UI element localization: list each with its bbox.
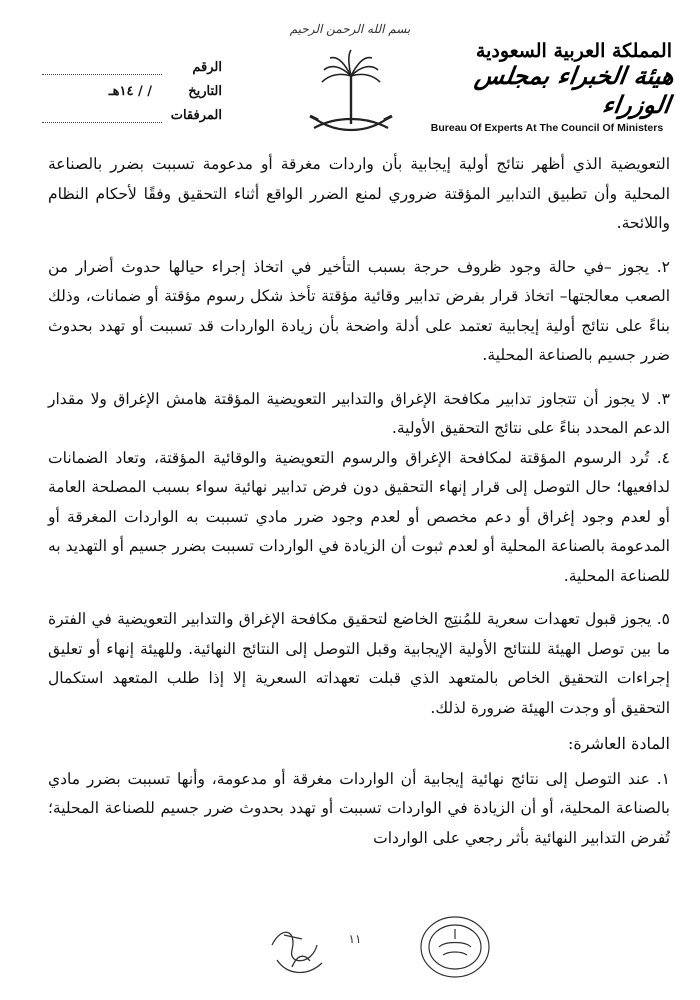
bureau-name-arabic: هيئة الخبراء بمجلس الوزراء [472,61,677,119]
attachments-label: المرفقات [170,108,222,123]
attachments-row [22,108,222,132]
signature-stamp-icon [262,905,332,985]
document-body [48,150,670,853]
item-number: ٤. [656,448,670,467]
reference-block [22,60,222,132]
item-text: تُرد الرسوم المؤقتة لمكافحة الإغراق والرسوم التعويضية والوقائية المؤقتة، وتعاد الضمانات لدافعيها؛ حال التوصل إلى قرار إنهاء التحقيق دون فرض تدابير نهائية سواء بسبب المصلحة العامة أو لعدم وجود إغراق أو دعم مخصص أو لعدم وجود ضرر مادي تسببت به الواردات المغرقة أو المدعومة بالصناعة المحلية أو لعدم ثبوت أن الزيادة في الواردات تسببت بضرر جسيم أو التهديد به للصناعة المحلية. [48,448,670,585]
item-text: لا يجوز أن تتجاوز تدابير مكافحة الإغراق والتدابير التعويضية المؤقتة هامش الإغراق ولا مقدار الدعم المحدد بناءً على نتائج التحقيق الأولية. [48,389,670,437]
intro-paragraph: التعويضية الذي أظهر نتائج أولية إيجابية بأن واردات مغرقة أو مدعومة تسببت بضرر بالصناعة المحلية وأن تطبيق التدابير المؤقتة ضروري لمنع الضرر الواقع أثناء التحقيق وفقًا لأحكام النظام واللائحة. [48,155,670,232]
number-line [42,74,162,75]
date-row [22,84,222,108]
number-row [22,60,222,84]
saudi-emblem-palm-swords-icon [296,46,406,142]
item-text: يجوز قبول تعهدات سعرية للمُنتِج الخاضع لتحقيق مكافحة الإغراق والتدابير التعويضية في الفترة ما بين توصل الهيئة للنتائج الأولية الإيجابية وقبل التوصل إلى النتائج النهائية. وللهيئة إنهاء أو تعليق إجراءات التحقيق الخاص بالمتعهد الذي قبلت تعهداته السعرية إلا إذا طلب المتعهد استكمال التحقيق أو وجدت الهيئة ضرورة لذلك. [48,610,670,717]
attachments-line [42,122,162,123]
bureau-name-english: Bureau Of Experts At The Council Of Ministers [430,121,664,134]
basmala: بسم الله الرحمن الرحيم [289,22,411,36]
item-number: ٢. [656,257,670,276]
page-number: ١١ [348,932,362,946]
item-text: عند التوصل إلى نتائج نهائية إيجابية أن الواردات مغرقة أو مدعومة، وأنها تسببت بضرر مادي بالصناعة المحلية، أو أن الزيادة في الواردات تسببت أو تهدد بحدوث ضرر جسيم للصناعة المحلية؛ تُفرض التدابير النهائية بأثر رجعي على الواردات [48,769,670,847]
item-number: ٥. [656,610,670,628]
number-label: الرقم [192,60,222,75]
official-seal-icon [415,905,495,985]
item-number: ١. [656,769,670,788]
list-item [48,385,670,444]
organization-letterhead [422,40,677,134]
list-item [48,765,670,854]
date-value: / / ١٤هـ [108,84,152,99]
list-item [48,444,670,592]
list-item [48,605,670,723]
kingdom-name: المملكة العربية السعودية [475,40,672,62]
item-text: يجوز –في حالة وجود ظروف حرجة بسبب التأخير في اتخاذ إجراء حيالها حدوث أضرار من الصعب معالجتها– اتخاذ قرار بفرض تدابير وقائية مؤقتة تأخذ شكل رسوم مؤقتة أو ضمانات، وذلك بناءً على نتائج أولية إيجابية تعتمد على أدلة واضحة بأن زيادة الواردات قد تسببت أو تهدد بحدوث ضرر جسيم بالصناعة المحلية. [48,257,670,364]
date-label: التاريخ [188,84,222,99]
article-heading: المادة العاشرة: [568,734,670,753]
item-number: ٣. [656,389,670,408]
list-item [48,253,670,371]
